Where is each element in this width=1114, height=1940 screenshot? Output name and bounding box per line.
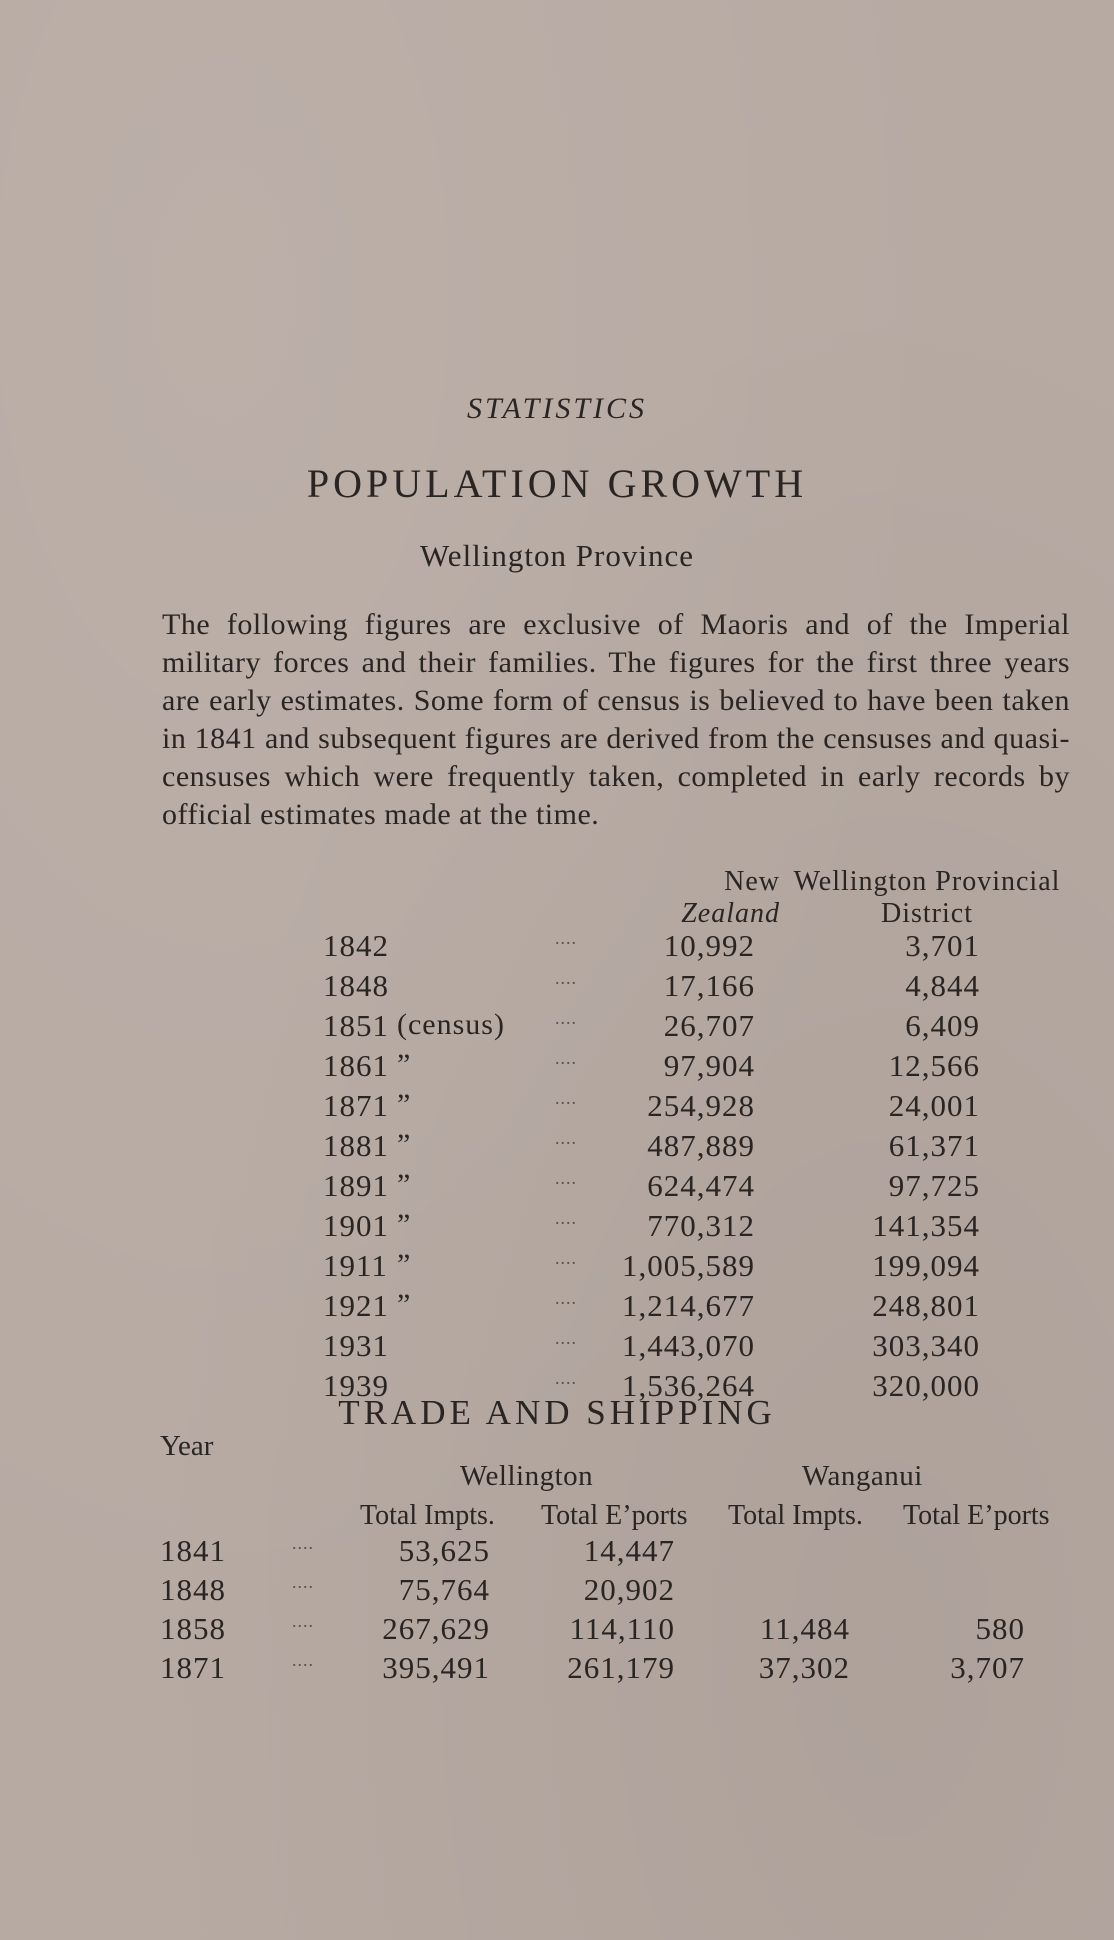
nz-header-line2: Zealand	[681, 898, 780, 929]
wanganui-exports: 3,707	[950, 1650, 1025, 1685]
leader-dots: ....	[292, 1611, 314, 1631]
nz-population: 487,889	[647, 1128, 755, 1163]
wellington-population: 61,371	[888, 1128, 980, 1163]
population-year: 1848	[323, 968, 389, 1003]
wellington-exports: 20,902	[583, 1572, 675, 1607]
wanganui-group-label: Wanganui	[802, 1460, 923, 1492]
wellington-imports: 53,625	[398, 1533, 490, 1568]
wanganui-exports-header: Total E’ports	[903, 1500, 1050, 1531]
trade-row	[0, 1572, 1114, 1611]
population-row	[0, 1168, 1114, 1208]
nz-population: 97,904	[663, 1048, 755, 1083]
nz-population: 624,474	[647, 1168, 755, 1203]
leader-dots: ....	[555, 928, 577, 948]
leader-dots: ....	[555, 1288, 577, 1308]
population-note: ”	[397, 1168, 412, 1201]
wellington-population: 320,000	[872, 1368, 980, 1403]
nz-population: 17,166	[663, 968, 755, 1003]
leader-dots: ....	[555, 1208, 577, 1228]
trade-year: 1858	[160, 1611, 226, 1646]
population-note: ”	[397, 1088, 412, 1121]
section-kicker: STATISTICS	[466, 392, 648, 425]
population-year: 1931	[323, 1328, 389, 1363]
wellington-imports: 267,629	[382, 1611, 490, 1646]
intro-paragraph: The following figures are exclusive of Maoris and of the Imperial military forces and their families. The figures for the first three years are early estimates. Some form of census is believed to have been taken in 1841 and subsequent figures are derived from the censuses and quasi-censuses which were frequently taken, completed in early records by official estimates made at the time.	[162, 608, 1070, 831]
population-year: 1891	[323, 1168, 389, 1203]
wellington-population: 3,701	[905, 928, 980, 963]
population-year: 1911	[323, 1248, 388, 1283]
leader-dots: ....	[555, 1248, 577, 1268]
wellington-exports: 261,179	[567, 1650, 675, 1685]
leader-dots: ....	[555, 1008, 577, 1028]
wellington-population: 4,844	[905, 968, 980, 1003]
wellington-population: 24,001	[888, 1088, 980, 1123]
nz-header-line1: New	[724, 866, 780, 897]
population-year: 1871	[323, 1088, 389, 1123]
wellington-imports: 75,764	[398, 1572, 490, 1607]
trade-row	[0, 1611, 1114, 1650]
population-note: ”	[397, 1248, 412, 1281]
population-row	[0, 1128, 1114, 1168]
wellington-group-label: Wellington	[460, 1460, 594, 1492]
population-note: (census)	[397, 1008, 505, 1041]
wellington-population: 248,801	[872, 1288, 980, 1323]
leader-dots: ....	[555, 968, 577, 988]
wellington-exports: 14,447	[583, 1533, 675, 1568]
wanganui-imports-header: Total Impts.	[728, 1500, 863, 1531]
nz-population: 1,214,677	[622, 1288, 755, 1323]
population-row	[0, 1088, 1114, 1128]
population-row	[0, 1048, 1114, 1088]
trade-year: 1848	[160, 1572, 226, 1607]
trade-section-title: TRADE AND SHIPPING	[338, 1393, 776, 1432]
page-subtitle: Wellington Province	[420, 538, 694, 573]
nz-population: 1,443,070	[622, 1328, 755, 1363]
nz-population: 26,707	[663, 1008, 755, 1043]
wellington-imports-header: Total Impts.	[360, 1500, 495, 1531]
trade-year-label: Year	[160, 1430, 214, 1462]
leader-dots: ....	[555, 1088, 577, 1108]
nz-column-header	[650, 866, 780, 930]
nz-population: 1,005,589	[622, 1248, 755, 1283]
wp-header-line2: District	[881, 898, 973, 929]
wellington-population: 6,409	[905, 1008, 980, 1043]
wellington-population: 12,566	[888, 1048, 980, 1083]
nz-population: 1,536,264	[622, 1368, 755, 1403]
leader-dots: ....	[555, 1128, 577, 1148]
wanganui-imports: 11,484	[759, 1611, 850, 1646]
wellington-exports: 114,110	[569, 1611, 675, 1646]
population-note: ”	[397, 1208, 412, 1241]
leader-dots: ....	[555, 1368, 577, 1388]
wp-header-line1: Wellington Provincial	[793, 866, 1061, 897]
population-note: ”	[397, 1288, 412, 1321]
population-year: 1881	[323, 1128, 389, 1163]
population-row	[0, 928, 1114, 968]
population-row	[0, 1008, 1114, 1048]
population-row	[0, 1288, 1114, 1328]
population-row	[0, 968, 1114, 1008]
trade-year: 1871	[160, 1650, 226, 1685]
wellington-population: 97,725	[888, 1168, 980, 1203]
wellington-population: 303,340	[872, 1328, 980, 1363]
trade-row	[0, 1533, 1114, 1572]
leader-dots: ....	[555, 1328, 577, 1348]
trade-year: 1841	[160, 1533, 226, 1568]
leader-dots: ....	[292, 1650, 314, 1670]
leader-dots: ....	[292, 1572, 314, 1592]
population-year: 1921	[323, 1288, 389, 1323]
population-year: 1851	[323, 1008, 389, 1043]
leader-dots: ....	[292, 1533, 314, 1553]
population-note: ”	[397, 1048, 412, 1081]
population-row	[0, 1328, 1114, 1368]
population-table	[0, 928, 1114, 1408]
wellington-exports-header: Total E’ports	[541, 1500, 688, 1531]
wellington-population: 199,094	[872, 1248, 980, 1283]
leader-dots: ....	[555, 1048, 577, 1068]
population-note: ”	[397, 1128, 412, 1161]
trade-row	[0, 1650, 1114, 1689]
population-row	[0, 1248, 1114, 1288]
leader-dots: ....	[555, 1168, 577, 1188]
trade-table	[0, 1533, 1114, 1689]
wellington-population: 141,354	[872, 1208, 980, 1243]
population-year: 1861	[323, 1048, 389, 1083]
population-year: 1842	[323, 928, 389, 963]
wellington-imports: 395,491	[382, 1650, 490, 1685]
nz-population: 10,992	[663, 928, 755, 963]
population-year: 1901	[323, 1208, 389, 1243]
wanganui-exports: 580	[975, 1611, 1025, 1646]
page-title: POPULATION GROWTH	[306, 461, 808, 506]
nz-population: 770,312	[647, 1208, 755, 1243]
nz-population: 254,928	[647, 1088, 755, 1123]
population-year: 1939	[323, 1368, 389, 1403]
wellington-district-column-header	[782, 866, 1072, 930]
population-row	[0, 1208, 1114, 1248]
wanganui-imports: 37,302	[758, 1650, 850, 1685]
